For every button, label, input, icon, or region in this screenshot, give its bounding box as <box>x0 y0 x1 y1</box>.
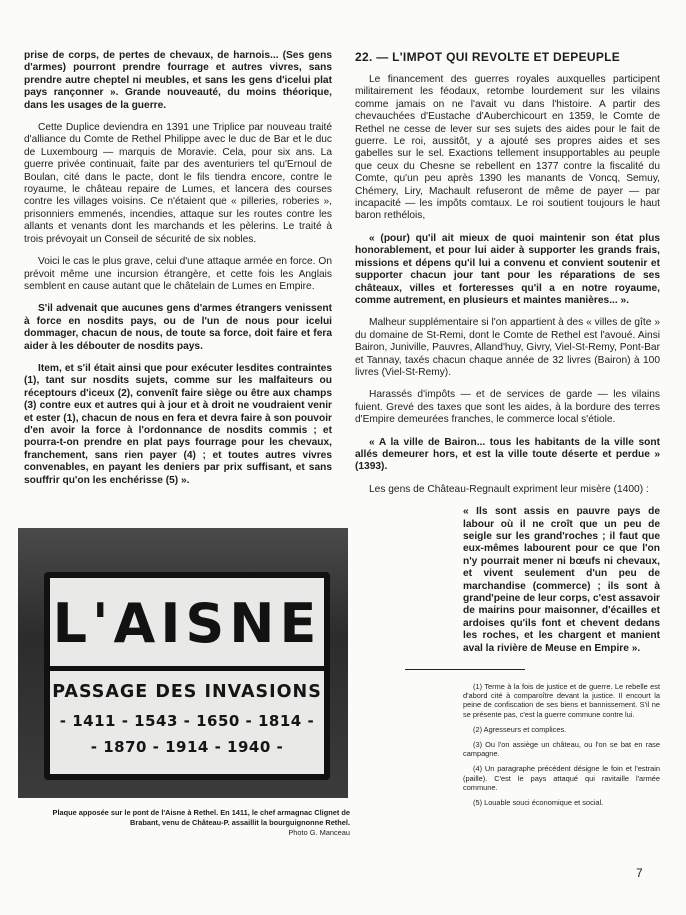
footnote-4: (4) Un paragraphe précédent désigne le foin et l'estrain (paille). C'est le pays attaqué qui ravitaille l'armée commune. <box>463 764 660 792</box>
photo-caption <box>50 808 350 837</box>
paragraph-1: Le financement des guerres royales auxquelles participent militairement les féodaux, retombe lourdement sur les vilains comme jamais on ne l'avait vu dans l'histoire. A partir des chevauchées d'Eustache d'Auberchicourt en 1359, le Comte de Rethel ne cesse de lever sur ses sujets des aides pour le fait de guerre. Le roi, aussitôt, y a ajouté ses propres aides et ses gabelles sur le sel. Exactions tellement insupportables au peuple que ceux du Chesne se rebellent en 1377 contre la fiscalité du Comte, qu'un peu après 1390 les manants de Voncq, Semuy, Chémery, Liry, Machault refuseront de même de payer — par incapacité — les impôts comtaux. Le roi soutient toujours le haut baron rethélois, <box>355 74 660 222</box>
footnote-separator <box>405 669 525 670</box>
paragraph-6: Les gens de Château-Regnault expriment leur misère (1400) : <box>369 483 649 495</box>
quote-paragraph-2: « (pour) qu'il ait mieux de quoi maintenir son état plus honorablement, et pour lui aider à supporter les grands frais, missions et dépens qu'il lui a convenu et convient soutenir et supporter chacun jour tant pour les réparations de ses châteaux, villes et forteresses qu'il a en notre royaume, comme autrement, en plusieurs et maintes manières... ». <box>355 232 660 306</box>
block-quote: « Ils sont assis en pauvre pays de labour où il ne croît que un peu de seigle sur les grand'roches ; il faut que eux-mêmes labourent pour ce que l'on n'y pourrait mener ni bœufs ni chevaux, et vivent seulement d'un peu de marchandise (commerce) ; ils sont à grand'peine de leur corps, c'est assavoir de mairins pour maisonner, d'écailles et ardoises qu'ils font et chevent dedans les roches, et les chargent et manient aval la rivière de Meuse en Empire ». <box>463 506 660 654</box>
paragraph-1: prise de corps, de pertes de chevaux, de harnois... (Ses gens d'armes) pourront prendre fourrage et autres vivres, sans prendre autre cheptel ni meubles, et sans les gens d'icelui plat pays rançonner ». Grande nouveauté, du moins théorique, dans les usages de la guerre. <box>24 50 332 111</box>
right-column <box>355 50 660 813</box>
paragraph-3: Malheur supplémentaire si l'on appartient à des « villes de gîte » du domaine de St-Remi, dont le Comte de Rethel est l'avoué. Ainsi Bairon, Juniville, Pauvres, Alland'huy, Givry, Viel-St-Remy, Pont-Bar et Tannay, taxés chacun chaque année de 32 livres (Bairon) à 100 livres (Viel-St-Remy). <box>355 317 660 378</box>
sign-title: L'AISNE <box>52 592 322 655</box>
footnote-3: (3) Ou l'on assiège un château, ou l'on se bat en rase campagne. <box>463 740 660 759</box>
footnote-2: (2) Agresseurs et complices. <box>473 724 567 734</box>
sign-subtitle: PASSAGE DES INVASIONS <box>52 682 322 702</box>
aisne-sign <box>44 572 330 780</box>
sign-years-line-2: - 1870 - 1914 - 1940 - <box>90 738 284 756</box>
sign-photo <box>18 528 348 798</box>
sign-years-line-1: - 1411 - 1543 - 1650 - 1814 - <box>59 712 315 730</box>
quote-paragraph-5: « A la ville de Bairon... tous les habitants de la ville sont allés demeurer hors, et est la ville toute déserte et perdue » (1393). <box>355 436 660 473</box>
left-column <box>24 50 332 497</box>
footnote-1: (1) Terme à la fois de justice et de guerre. Le rebelle est d'abord cité à comparoître devant la justice. Il encourt la peine de confiscation de ses biens et bannissement. S'il ne se présente pas, c'est la guerre commune contre lui. <box>463 682 660 719</box>
page-number: 7 <box>636 866 643 880</box>
paragraph-2: Cette Duplice deviendra en 1391 une Triplice par nouveau traité d'alliance du Comte de Rethel Philippe avec le duc de Bar et le duc de Luxembourg — marquis de Moravie. Cela, pour six ans. La guerre privée continuait, faite par des aventuriers tel qu'Ernoul de Boulan, cité dans le pacte, dont le fils tiendra encore, contre le royaume, le château repaire de Lumes, et lancera des courses contre les villages voisins. Ce n'étaient que « pilleries, roberies », prisonniers emmenés, incendies, attaque sur les routes contre les allants et venants dont les marchands et les pèlerins. Le traité à trois prévoyait un Conseil de sécurité de six nobles. <box>24 122 332 245</box>
quote-paragraph-4: S'il advenait que aucunes gens d'armes étrangers venissent à force en nosdits pays, ou de l'un de nous pour icelui dommager, chacun de nous, de toute sa force, doit faire et fera aider à les débouter de nosdits pays. <box>24 303 332 352</box>
quote-paragraph-5: Item, et s'il était ainsi que pour exécuter lesdites contraintes (1), tant sur nosdits sujets, comme sur les malfaiteurs ou réceptours d'iceux (2), convenît faire siège ou être aux champs (3) contre eux et autres qui à jour et à droit ne voudraient venir et ester (1), chacun de nous en fera et devra faire à son pouvoir d'en avoir la force à l'ordonnance de nosdits commis ; et pourra-t-on prendre en plat pays fourrage pour les chevaux, franchement, sans rien payer (4) ; et toutes autres vivres convenables, en payant les deniers par prix suffisant, et sans souffrir qu'on les enchérisse (5) ». <box>24 362 332 486</box>
footnotes <box>463 682 660 807</box>
section-heading: 22. — L'IMPOT QUI REVOLTE ET DEPEUPLE <box>355 50 621 64</box>
caption-text: Plaque apposée sur le pont de l'Aisne à Rethel. En 1411, le chef armagnac Clignet de Brabant, venu de Château-P. assaillit la bourguignonne Rethel. <box>52 808 350 827</box>
paragraph-4: Harassés d'impôts — et de services de garde — les vilains fuient. Grevé des taxes que sont les aides, à la bordure des terres d'Empire demeurées franches, le commerce local s'étiole. <box>355 389 660 426</box>
paragraph-3: Voici le cas le plus grave, celui d'une attaque armée en force. On prévoit même une incursion étrangère, et cette fois les Anglais semblent en cause autant que le châtelain de Lumes en Empire. <box>24 256 332 292</box>
photo-credit: Photo G. Manceau <box>288 827 350 837</box>
sign-divider <box>50 666 324 671</box>
footnote-5: (5) Louable souci économique et social. <box>473 798 604 808</box>
